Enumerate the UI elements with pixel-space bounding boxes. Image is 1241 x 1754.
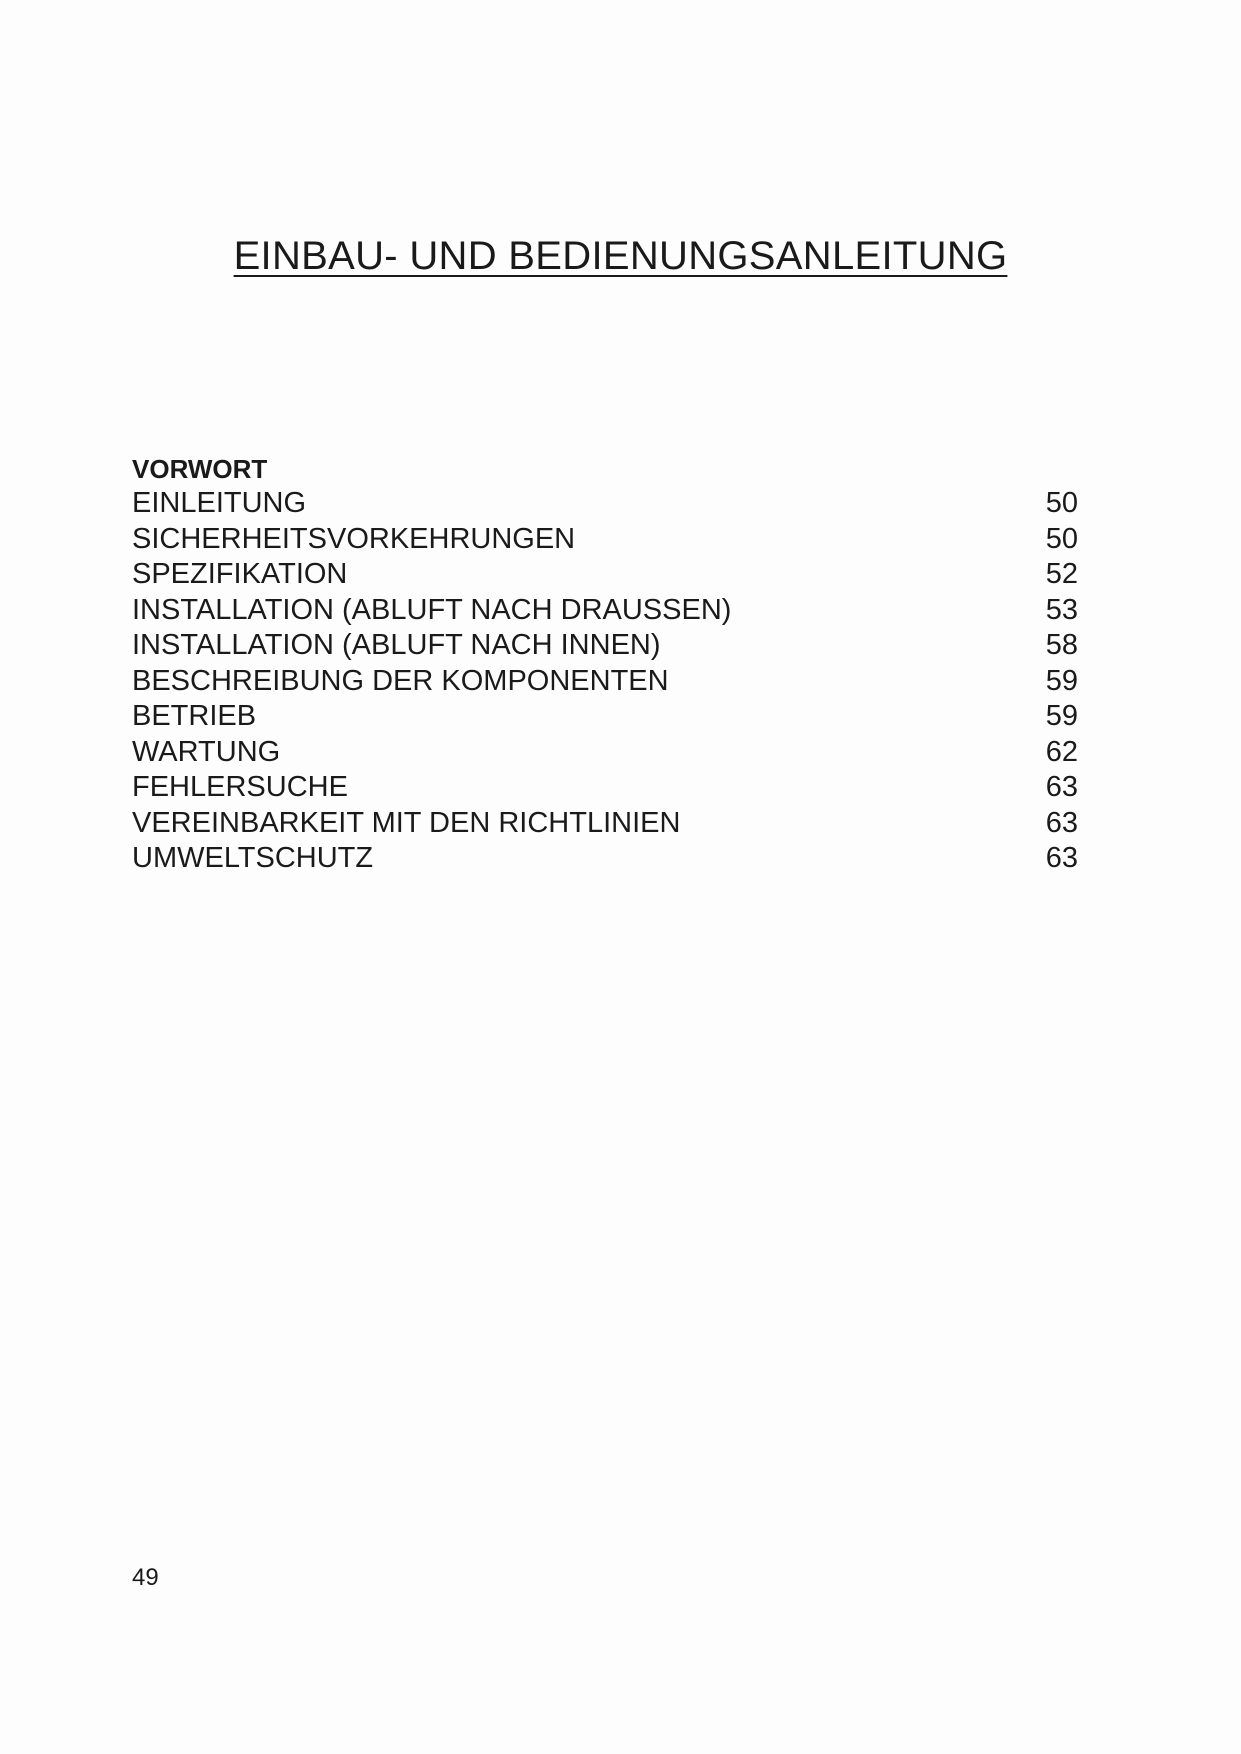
toc-entry[interactable] <box>132 486 1078 522</box>
toc-heading: VORWORT <box>132 454 268 484</box>
toc-entry[interactable] <box>132 628 1078 664</box>
toc-entry-label: SPEZIFIKATION <box>132 558 348 590</box>
toc-entry-page: 53 <box>1045 593 1078 626</box>
toc-entry[interactable] <box>132 735 1078 771</box>
toc-entry-label: WARTUNG <box>132 735 281 768</box>
toc-entry-label: UMWELTSCHUTZ <box>132 842 374 874</box>
toc-entry-label: BESCHREIBUNG DER KOMPONENTEN <box>132 664 669 697</box>
toc-entry-page: 58 <box>1045 629 1078 661</box>
toc-entry[interactable] <box>132 522 1078 558</box>
toc-entry[interactable] <box>132 593 1078 629</box>
toc-entry-label: EINLEITUNG <box>132 487 307 519</box>
toc-entry-label: INSTALLATION (ABLUFT NACH INNEN) <box>132 629 661 661</box>
toc-entry-page: 50 <box>1045 487 1078 519</box>
toc-entry-page: 63 <box>1045 842 1078 874</box>
toc-entry-page: 63 <box>1045 771 1078 803</box>
toc-entry-label: INSTALLATION (ABLUFT NACH DRAUSSEN) <box>132 593 732 626</box>
toc-entry-page: 52 <box>1045 558 1078 590</box>
toc-entry[interactable] <box>132 699 1078 735</box>
toc-entry-page: 59 <box>1045 664 1078 697</box>
toc-entry-page: 63 <box>1045 806 1078 839</box>
toc-entry-label: SICHERHEITSVORKEHRUNGEN <box>132 522 576 555</box>
toc-entry-page: 50 <box>1045 522 1078 555</box>
toc-list <box>132 486 1078 877</box>
toc-entry[interactable] <box>132 770 1078 806</box>
toc-entry[interactable] <box>132 664 1078 700</box>
toc-entry[interactable] <box>132 806 1078 842</box>
toc-entry[interactable] <box>132 841 1078 877</box>
table-of-contents <box>132 452 1078 877</box>
toc-entry[interactable] <box>132 557 1078 593</box>
toc-entry-page: 59 <box>1045 700 1078 732</box>
toc-entry-label: VEREINBARKEIT MIT DEN RICHTLINIEN <box>132 806 681 839</box>
toc-entry-label: BETRIEB <box>132 700 257 732</box>
toc-entry-label: FEHLERSUCHE <box>132 771 348 803</box>
page-title: EINBAU- UND BEDIENUNGSANLEITUNG <box>233 234 1008 278</box>
toc-entry-page: 62 <box>1045 735 1078 768</box>
page-number: 49 <box>132 1564 159 1591</box>
